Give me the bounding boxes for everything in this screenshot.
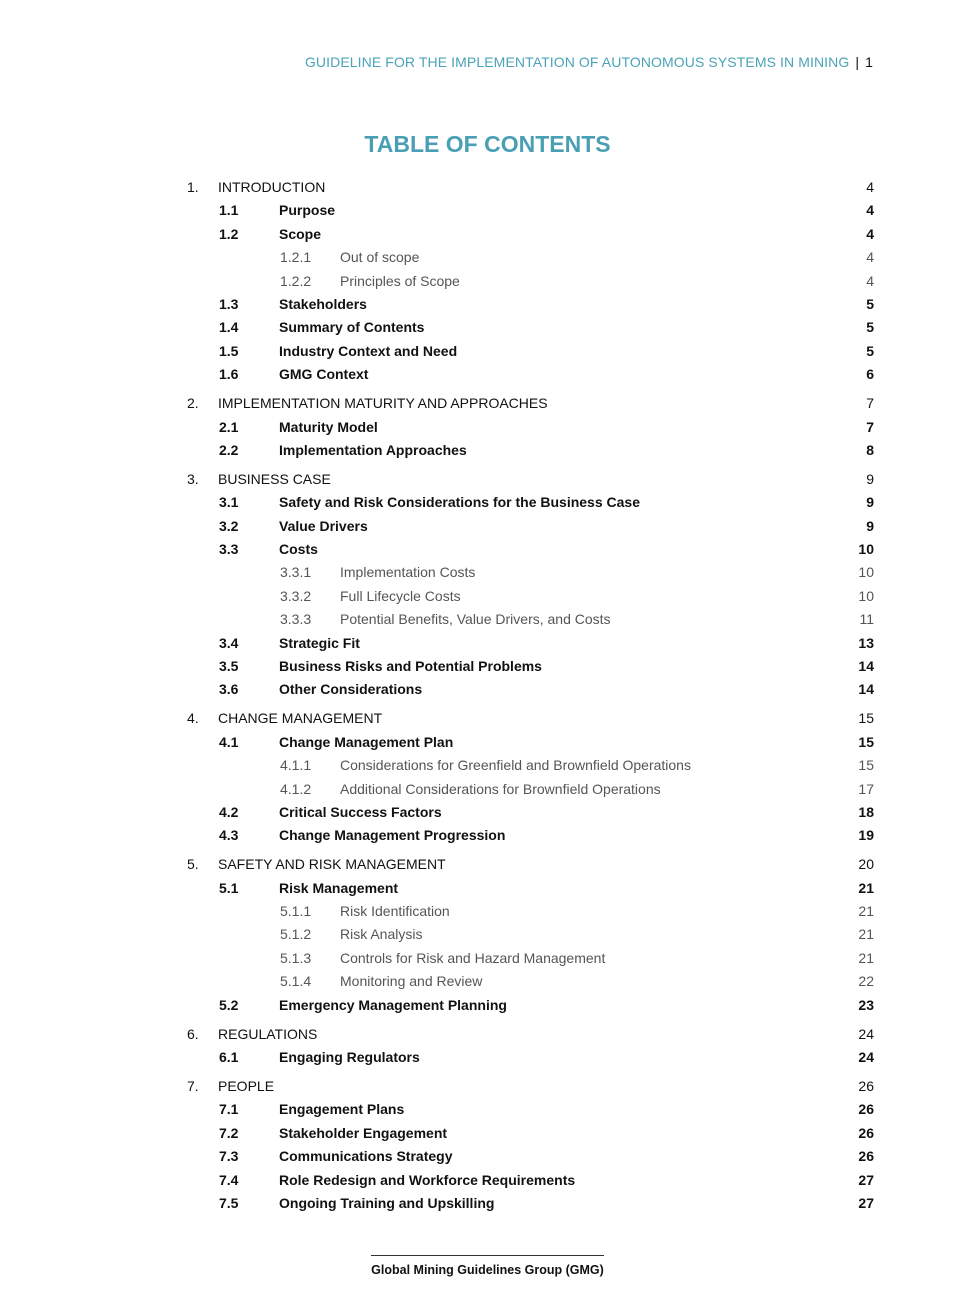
toc-entry-page: 15: [858, 710, 874, 727]
toc-entry[interactable]: [187, 655, 874, 678]
toc-entry-page: 9: [866, 517, 874, 534]
toc-entry-title: Emergency Management Planning: [279, 996, 507, 1013]
toc-entry-title: Value Drivers: [279, 517, 368, 534]
toc-entry-number: 1.: [187, 179, 199, 195]
toc-entry[interactable]: [187, 176, 874, 199]
toc-entry-page: 5: [866, 295, 874, 312]
toc-entry-number: 3.1: [219, 494, 239, 511]
toc-entry-title: INTRODUCTION: [218, 179, 326, 195]
toc-entry-number: 5.2: [219, 996, 239, 1013]
toc-entry-title: Controls for Risk and Hazard Management: [340, 949, 606, 966]
toc-entry-title: Considerations for Greenfield and Brownfield Operations: [340, 757, 691, 774]
toc-entry-number: 7.2: [219, 1124, 239, 1141]
toc-entry[interactable]: [187, 608, 874, 631]
toc-entry-title: Engagement Plans: [279, 1101, 405, 1118]
toc-entry-number: 7.3: [219, 1148, 239, 1165]
toc-entry-page: 7: [866, 418, 874, 435]
toc-entry-title: Risk Identification: [340, 903, 450, 920]
toc-entry[interactable]: [187, 1169, 874, 1192]
toc-entry[interactable]: [187, 923, 874, 946]
toc-entry-number: 3.2: [219, 517, 239, 534]
toc-entry[interactable]: [187, 994, 874, 1017]
toc-entry-number: 4.3: [219, 827, 239, 844]
toc-entry-title: Scope: [279, 225, 322, 242]
toc-entry-page: 17: [858, 780, 874, 797]
toc-entry-title: Stakeholder Engagement: [279, 1124, 448, 1141]
toc-entry-number: 3.: [187, 470, 199, 487]
toc-entry-page: 22: [858, 973, 874, 990]
toc-entry[interactable]: [187, 877, 874, 900]
toc-entry-title: Change Management Progression: [279, 827, 506, 844]
toc-entry-number: 7.1: [219, 1101, 239, 1118]
toc-entry-number: 7.: [187, 1078, 199, 1095]
toc-entry-title: Implementation Costs: [340, 564, 476, 581]
toc-entry-number: 5.1.2: [280, 926, 312, 943]
page-footer: Global Mining Guidelines Group (GMG): [371, 1263, 604, 1277]
toc-entry[interactable]: [187, 561, 874, 584]
toc-entry-number: 4.1.1: [280, 757, 312, 774]
toc-entry-title: Role Redesign and Workforce Requirements: [279, 1171, 576, 1188]
toc-entry[interactable]: [187, 585, 874, 608]
toc-entry[interactable]: [187, 416, 874, 439]
toc-entry[interactable]: [187, 731, 874, 754]
toc-entry[interactable]: [187, 1075, 874, 1098]
toc-entry[interactable]: [187, 900, 874, 923]
toc-entry[interactable]: [187, 778, 874, 801]
toc-entry[interactable]: [187, 538, 874, 561]
toc-entry-title: Maturity Model: [279, 418, 378, 435]
toc-entry-page: 14: [858, 658, 874, 674]
toc-entry-number: 5.1.3: [280, 949, 312, 966]
header-title: GUIDELINE FOR THE IMPLEMENTATION OF AUTONOMOUS SYSTEMS IN MINING: [304, 54, 850, 70]
header-separator: |: [855, 54, 860, 70]
toc-entry-number: 7.5: [219, 1194, 239, 1211]
table-of-contents: [187, 176, 874, 1215]
toc-entry[interactable]: [187, 801, 874, 824]
toc-entry-page: 18: [858, 803, 874, 820]
toc-entry-page: 6: [866, 366, 874, 383]
toc-entry-title: Engaging Regulators: [279, 1049, 420, 1066]
toc-entry-number: 1.6: [219, 366, 239, 383]
toc-entry-page: 13: [858, 634, 874, 651]
toc-entry-title: Potential Benefits, Value Drivers, and Costs: [340, 611, 611, 628]
toc-entry[interactable]: [187, 707, 874, 730]
toc-entry-number: 6.1: [219, 1049, 239, 1066]
toc-entry-page: 5: [866, 342, 874, 359]
toc-entry-number: 1.2.2: [280, 272, 312, 289]
toc-entry-title: Costs: [279, 541, 318, 558]
toc-entry-page: 26: [858, 1124, 874, 1141]
toc-entry-page: 26: [858, 1148, 874, 1165]
toc-entry-title: Other Considerations: [279, 681, 423, 698]
toc-entry[interactable]: [187, 632, 874, 655]
toc-entry[interactable]: [187, 270, 874, 293]
toc-entry-page: 24: [858, 1025, 874, 1042]
toc-entry-number: 1.4: [219, 319, 239, 336]
toc-entry-title: Out of scope: [340, 249, 420, 266]
toc-entry[interactable]: [187, 293, 874, 316]
toc-entry-title: IMPLEMENTATION MATURITY AND APPROACHES: [218, 395, 548, 412]
toc-entry[interactable]: [187, 1046, 874, 1069]
toc-entry-title: REGULATIONS: [218, 1025, 318, 1042]
toc-entry-page: 4: [866, 272, 874, 289]
toc-entry[interactable]: [187, 754, 874, 777]
toc-entry-page: 26: [858, 1101, 874, 1118]
toc-entry[interactable]: [187, 340, 874, 363]
toc-entry-title: Principles of Scope: [340, 272, 460, 289]
toc-entry-page: 27: [858, 1194, 874, 1211]
toc-entry[interactable]: [187, 392, 874, 415]
toc-entry-number: 4.1: [219, 733, 239, 750]
toc-entry[interactable]: [187, 246, 874, 269]
toc-entry-title: Purpose: [279, 202, 336, 219]
toc-entry-number: 1.3: [219, 295, 239, 312]
toc-entry[interactable]: [187, 678, 874, 701]
toc-entry-number: 3.4: [219, 634, 239, 651]
toc-entry[interactable]: [187, 1192, 874, 1215]
toc-entry-number: 2.: [187, 395, 199, 412]
toc-entry-page: 9: [866, 470, 874, 487]
toc-entry-number: 5.1.4: [280, 973, 312, 990]
toc-entry-title: Industry Context and Need: [279, 342, 458, 359]
toc-entry-page: 7: [866, 395, 874, 412]
toc-entry-page: 24: [858, 1049, 874, 1066]
toc-entry[interactable]: [187, 363, 874, 386]
toc-entry[interactable]: [187, 1023, 874, 1046]
toc-entry-number: 6.: [187, 1025, 199, 1042]
toc-entry-page: 19: [858, 827, 874, 844]
toc-entry-title: Ongoing Training and Upskilling: [279, 1194, 495, 1211]
toc-entry-number: 2.1: [219, 418, 239, 435]
toc-entry-page: 23: [858, 996, 874, 1013]
toc-entry-page: 11: [859, 611, 874, 628]
toc-entry-number: 5.: [187, 856, 199, 873]
toc-entry-number: 3.6: [219, 681, 239, 698]
toc-entry-number: 1.2: [219, 225, 239, 242]
toc-entry-number: 3.3.1: [280, 564, 312, 581]
toc-entry[interactable]: [187, 199, 874, 222]
toc-entry-title: Monitoring and Review: [340, 973, 483, 990]
toc-entry-title: Change Management Plan: [279, 733, 454, 750]
toc-entry-number: 7.4: [219, 1171, 239, 1188]
toc-entry-title: Strategic Fit: [279, 634, 360, 651]
toc-entry[interactable]: [187, 439, 874, 462]
toc-entry-number: 1.5: [219, 342, 239, 359]
toc-entry-page: 9: [866, 494, 874, 511]
toc-entry-page: 27: [858, 1171, 874, 1188]
toc-entry-title: Implementation Approaches: [279, 441, 467, 458]
toc-entry-title: Risk Analysis: [340, 926, 423, 943]
toc-entry[interactable]: [187, 223, 874, 246]
toc-entry[interactable]: [187, 947, 874, 970]
toc-entry[interactable]: [187, 1098, 874, 1121]
toc-entry-number: 3.3.3: [280, 611, 312, 628]
toc-entry-title: GMG Context: [279, 366, 369, 383]
toc-entry-title: Communications Strategy: [279, 1148, 453, 1165]
toc-entry-title: BUSINESS CASE: [218, 470, 331, 487]
toc-entry-title: Stakeholders: [279, 295, 367, 312]
footer-divider: [371, 1255, 604, 1256]
header-page-number: 1: [865, 54, 873, 70]
toc-entry-title: Summary of Contents: [279, 319, 425, 336]
toc-entry-title: CHANGE MANAGEMENT: [218, 710, 383, 727]
toc-entry[interactable]: [187, 491, 874, 514]
toc-entry[interactable]: [187, 316, 874, 339]
toc-entry-page: 14: [858, 681, 874, 698]
toc-entry-page: 21: [858, 879, 874, 896]
toc-entry-page: 21: [858, 949, 874, 966]
toc-entry-title: Risk Management: [279, 879, 399, 896]
toc-entry-number: 3.3: [219, 541, 239, 558]
toc-entry-page: 4: [866, 225, 874, 242]
toc-entry-page: 4: [866, 179, 874, 195]
toc-entry-number: 4.2: [219, 803, 239, 820]
toc-entry-title: PEOPLE: [218, 1078, 275, 1095]
toc-entry-page: 20: [858, 856, 874, 873]
toc-entry-title: Additional Considerations for Brownfield Operations: [340, 780, 661, 797]
toc-entry-page: 8: [866, 441, 874, 458]
toc-entry-page: 10: [858, 564, 874, 581]
toc-entry-title: Business Risks and Potential Problems: [279, 658, 542, 674]
page-title: TABLE OF CONTENTS: [364, 131, 611, 157]
toc-entry-number: 2.2: [219, 441, 239, 458]
toc-entry-number: 3.5: [219, 658, 239, 674]
toc-entry-number: 4.1.2: [280, 780, 312, 797]
toc-entry[interactable]: [187, 970, 874, 993]
toc-entry-number: 3.3.2: [280, 587, 312, 604]
toc-entry-page: 10: [858, 541, 874, 558]
toc-entry-page: 21: [858, 926, 874, 943]
toc-entry-title: SAFETY AND RISK MANAGEMENT: [218, 856, 446, 873]
toc-entry[interactable]: [187, 1145, 874, 1168]
toc-entry[interactable]: [187, 515, 874, 538]
toc-entry[interactable]: [187, 853, 874, 876]
toc-entry-page: 5: [866, 319, 874, 336]
toc-entry[interactable]: [187, 1122, 874, 1145]
toc-entry-title: Full Lifecycle Costs: [340, 587, 461, 604]
toc-entry-number: 4.: [187, 710, 199, 727]
toc-entry-page: 4: [866, 202, 874, 219]
toc-entry[interactable]: [187, 468, 874, 491]
toc-entry-page: 15: [858, 733, 874, 750]
running-header: [305, 54, 873, 70]
toc-entry-title: Safety and Risk Considerations for the Business Case: [279, 494, 640, 511]
toc-entry-title: Critical Success Factors: [279, 803, 442, 820]
toc-entry-number: 1.1: [219, 202, 239, 219]
toc-entry[interactable]: [187, 824, 874, 847]
toc-entry-page: 21: [858, 903, 874, 920]
toc-entry-page: 4: [866, 249, 874, 266]
toc-entry-number: 5.1: [219, 879, 239, 896]
toc-entry-page: 10: [858, 587, 874, 604]
toc-entry-number: 1.2.1: [280, 249, 312, 266]
toc-entry-page: 15: [858, 757, 874, 774]
toc-entry-page: 26: [858, 1078, 874, 1095]
toc-entry-number: 5.1.1: [280, 903, 312, 920]
